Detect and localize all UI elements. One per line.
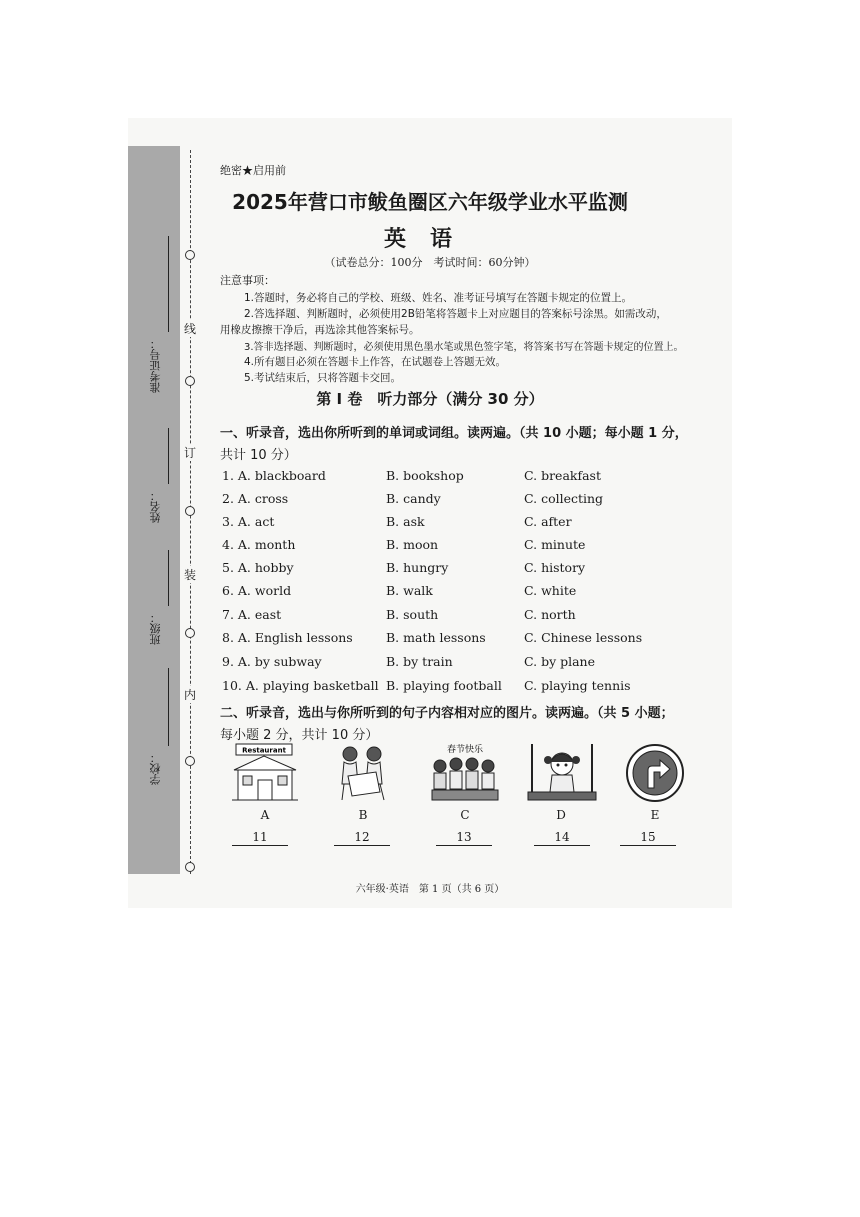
girl-at-window-picture bbox=[526, 742, 596, 804]
picture-letter: A bbox=[260, 808, 270, 822]
cut-dot bbox=[185, 376, 195, 386]
option-b: B. south bbox=[386, 607, 439, 622]
option-a: 2. A. cross bbox=[222, 491, 289, 506]
option-c: C. playing tennis bbox=[524, 678, 631, 693]
festival-sign: 春节快乐 bbox=[446, 745, 484, 755]
option-c: C. after bbox=[524, 514, 572, 529]
cut-dot bbox=[185, 628, 195, 638]
option-b: B. bookshop bbox=[386, 468, 464, 483]
picture-letter: D bbox=[556, 808, 566, 822]
section-1-instruction: 一、听录音，选出你所听到的单词或词组。读两遍。（共 10 小题；每小题 1 分， bbox=[220, 426, 688, 441]
option-c: C. minute bbox=[524, 537, 586, 552]
option-a: 7. A. east bbox=[222, 607, 282, 622]
option-b: B. playing football bbox=[386, 678, 502, 693]
school-label: 学校： bbox=[149, 752, 162, 785]
option-a: 1. A. blackboard bbox=[222, 468, 326, 483]
answer-blank[interactable]: 12 bbox=[334, 830, 390, 846]
notice-item: 1.答题时，务必将自己的学校、班级、姓名、准考证号填写在答题卡规定的位置上。 bbox=[244, 292, 633, 304]
notice-title: 注意事项： bbox=[220, 274, 275, 287]
answer-blank[interactable]: 15 bbox=[620, 830, 676, 846]
section-1-instruction: 共计 10 分） bbox=[220, 448, 297, 463]
answer-blank[interactable]: 13 bbox=[436, 830, 492, 846]
class-label: 班级： bbox=[149, 612, 162, 645]
cut-dot bbox=[185, 756, 195, 766]
option-c: C. white bbox=[524, 583, 577, 598]
notice-item: 4.所有题目必须在答题卡上作答，在试题卷上答题无效。 bbox=[244, 356, 507, 368]
option-b: B. candy bbox=[386, 491, 441, 506]
notice-item: 用橡皮擦擦干净后，再选涂其他答案标号。 bbox=[220, 324, 420, 336]
option-c: C. collecting bbox=[524, 491, 604, 506]
spring-festival-picture bbox=[426, 742, 496, 804]
restaurant-sign: Restaurant bbox=[242, 746, 286, 755]
answer-blank[interactable]: 14 bbox=[534, 830, 590, 846]
option-a: 3. A. act bbox=[222, 514, 275, 529]
restaurant-picture bbox=[230, 742, 300, 804]
option-b: B. by train bbox=[386, 654, 453, 669]
option-c: C. north bbox=[524, 607, 576, 622]
cut-dot bbox=[185, 862, 195, 872]
answer-blank[interactable]: 11 bbox=[232, 830, 288, 846]
picture-letter: B bbox=[358, 808, 368, 822]
exam-meta: （试卷总分：100分 考试时间：60分钟） bbox=[324, 256, 536, 269]
turn-right-sign-picture bbox=[622, 742, 692, 804]
part-title: 第 I 卷 听力部分（满分 30 分） bbox=[316, 390, 544, 408]
option-b: B. ask bbox=[386, 514, 425, 529]
exam-number-label: 准考证号： bbox=[149, 338, 162, 393]
option-c: C. Chinese lessons bbox=[524, 630, 643, 645]
option-a: 10. A. playing basketball bbox=[222, 678, 379, 693]
page-title: 2025年营口市鲅鱼圈区六年级学业水平监测 bbox=[232, 190, 628, 214]
cut-mark: 线 bbox=[183, 322, 196, 336]
name-blank bbox=[168, 428, 169, 484]
cut-mark: 装 bbox=[183, 568, 196, 582]
cut-mark: 内 bbox=[183, 688, 196, 702]
subject-title: 英语 bbox=[383, 227, 476, 252]
cut-mark: 订 bbox=[183, 446, 196, 460]
option-b: B. moon bbox=[386, 537, 439, 552]
class-blank bbox=[168, 550, 169, 606]
option-c: C. history bbox=[524, 560, 586, 575]
option-b: B. walk bbox=[386, 583, 433, 598]
notice-item: 5.考试结束后，只将答题卡交回。 bbox=[244, 372, 402, 384]
section-2-instruction: 二、听录音，选出与你所听到的句子内容相对应的图片。读两遍。（共 5 小题； bbox=[220, 706, 674, 721]
option-b: B. hungry bbox=[386, 560, 449, 575]
school-blank bbox=[168, 668, 169, 746]
secret-mark: 绝密★启用前 bbox=[220, 164, 286, 177]
option-a: 4. A. month bbox=[222, 537, 296, 552]
cut-dot bbox=[185, 506, 195, 516]
option-c: C. breakfast bbox=[524, 468, 601, 483]
option-a: 8. A. English lessons bbox=[222, 630, 353, 645]
picture-letter: C bbox=[460, 808, 470, 822]
option-a: 5. A. hobby bbox=[222, 560, 294, 575]
option-a: 9. A. by subway bbox=[222, 654, 322, 669]
notice-item: 2.答选择题、判断题时，必须使用2B铅笔将答题卡上对应题目的答案标号涂黑。如需改动， bbox=[244, 308, 667, 320]
picture-letter: E bbox=[650, 808, 660, 822]
notice-item: 3.答非选择题、判断题时，必须使用黑色墨水笔或黑色签字笔，将答案书写在答题卡规定的位置上。 bbox=[244, 342, 684, 353]
name-label: 姓名： bbox=[149, 490, 162, 523]
option-c: C. by plane bbox=[524, 654, 596, 669]
option-b: B. math lessons bbox=[386, 630, 486, 645]
kids-carrying-box-picture bbox=[328, 742, 398, 804]
page-footer: 六年级·英语 第 1 页（共 6 页） bbox=[355, 884, 505, 895]
option-a: 6. A. world bbox=[222, 583, 292, 598]
section-2-instruction: 每小题 2 分，共计 10 分） bbox=[220, 728, 379, 743]
